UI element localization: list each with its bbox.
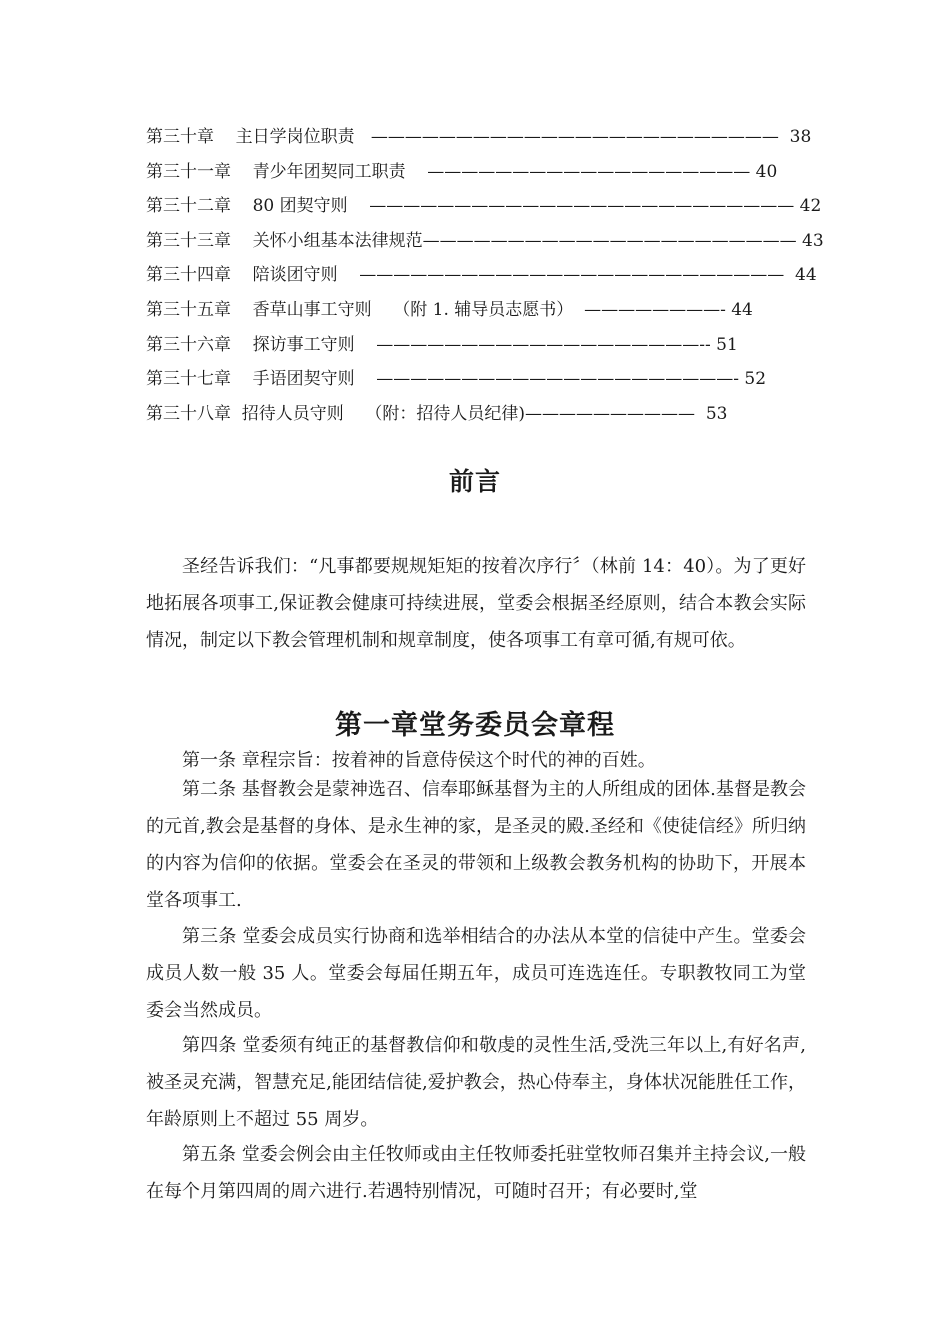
toc-entry[interactable] <box>146 365 826 400</box>
toc-entry-text: 第三十二章 80 团契守则 ————————————————————————— 42 <box>146 196 822 217</box>
article-2: 第二条 基督教会是蒙神选召、信奉耶稣基督为主的人所组成的团体.基督是教会的元首,教会是基督的身体、是永生神的家，是圣灵的殿.圣经和《使徒信经》所归纳的内容为信仰的依据。堂委会在圣灵的带领和上级教会教务机构的协助下，开展本堂各项事工. <box>146 779 806 911</box>
preface-title: 前言 <box>448 467 501 496</box>
toc-entry[interactable] <box>146 192 826 227</box>
toc-entry[interactable] <box>146 331 826 366</box>
article-1: 第一条 章程宗旨：按着神的旨意侍侯这个时代的神的百姓。 <box>182 750 656 771</box>
toc-entry-text: 第三十八章 招待人员守则 （附：招待人员纪律)—————————— 53 <box>146 403 728 424</box>
toc-entry[interactable] <box>146 261 826 296</box>
toc-entry-text: 第三十章 主日学岗位职责 ———————————————————————— 38 <box>146 127 812 147</box>
toc-entry-text: 第三十四章 陪谈团守则 ————————————————————————— 44 <box>146 265 817 286</box>
preface-paragraph: 圣经告诉我们：“凡事都要规规矩矩的按着次序行〞（林前 14：40）。为了更好地拓展各项事工,保证教会健康可持续进展，堂委会根据圣经原则，结合本教会实际情况，制定以下教会管理机制和规章制度，使各项事工有章可循,有规可依。 <box>146 556 806 651</box>
toc-entry[interactable] <box>146 296 826 331</box>
article-4: 第四条 堂委须有纯正的基督教信仰和敬虔的灵性生活,受洗三年以上,有好名声,被圣灵充满，智慧充足,能团结信徒,爱护教会，热心侍奉主，身体状况能胜任工作，年龄原则上不超过 55 周岁。 <box>146 1035 806 1130</box>
toc-entry-text: 第三十七章 手语团契守则 —————————————————————- 52 <box>146 369 767 390</box>
toc-entry-text: 第三十一章 青少年团契同工职责 ——————————————————— 40 <box>146 161 778 182</box>
toc-entry[interactable] <box>146 400 826 435</box>
toc-entry[interactable] <box>146 227 826 262</box>
toc-entry-text: 第三十三章 关怀小组基本法律规范—————————————————————— 43 <box>146 230 824 251</box>
toc-entry[interactable] <box>146 123 826 158</box>
chapter-title: 第一章堂务委员会章程 <box>335 710 615 741</box>
article-5: 第五条 堂委会例会由主任牧师或由主任牧师委托驻堂牧师召集并主持会议,一般在每个月第四周的周六进行.若遇特别情况，可随时召开；有必要时,堂 <box>146 1144 806 1202</box>
toc-entry-text: 第三十六章 探访事工守则 ———————————————————-- 51 <box>146 334 738 355</box>
article-3: 第三条 堂委会成员实行协商和选举相结合的办法从本堂的信徒中产生。堂委会成员人数一般 35 人。堂委会每届任期五年，成员可连选连任。专职教牧同工为堂委会当然成员。 <box>146 926 806 1021</box>
toc-entry[interactable] <box>146 158 826 193</box>
table-of-contents <box>146 123 826 434</box>
toc-entry-text: 第三十五章 香草山事工守则 （附 1. 辅导员志愿书） ————————- 44 <box>146 299 753 320</box>
